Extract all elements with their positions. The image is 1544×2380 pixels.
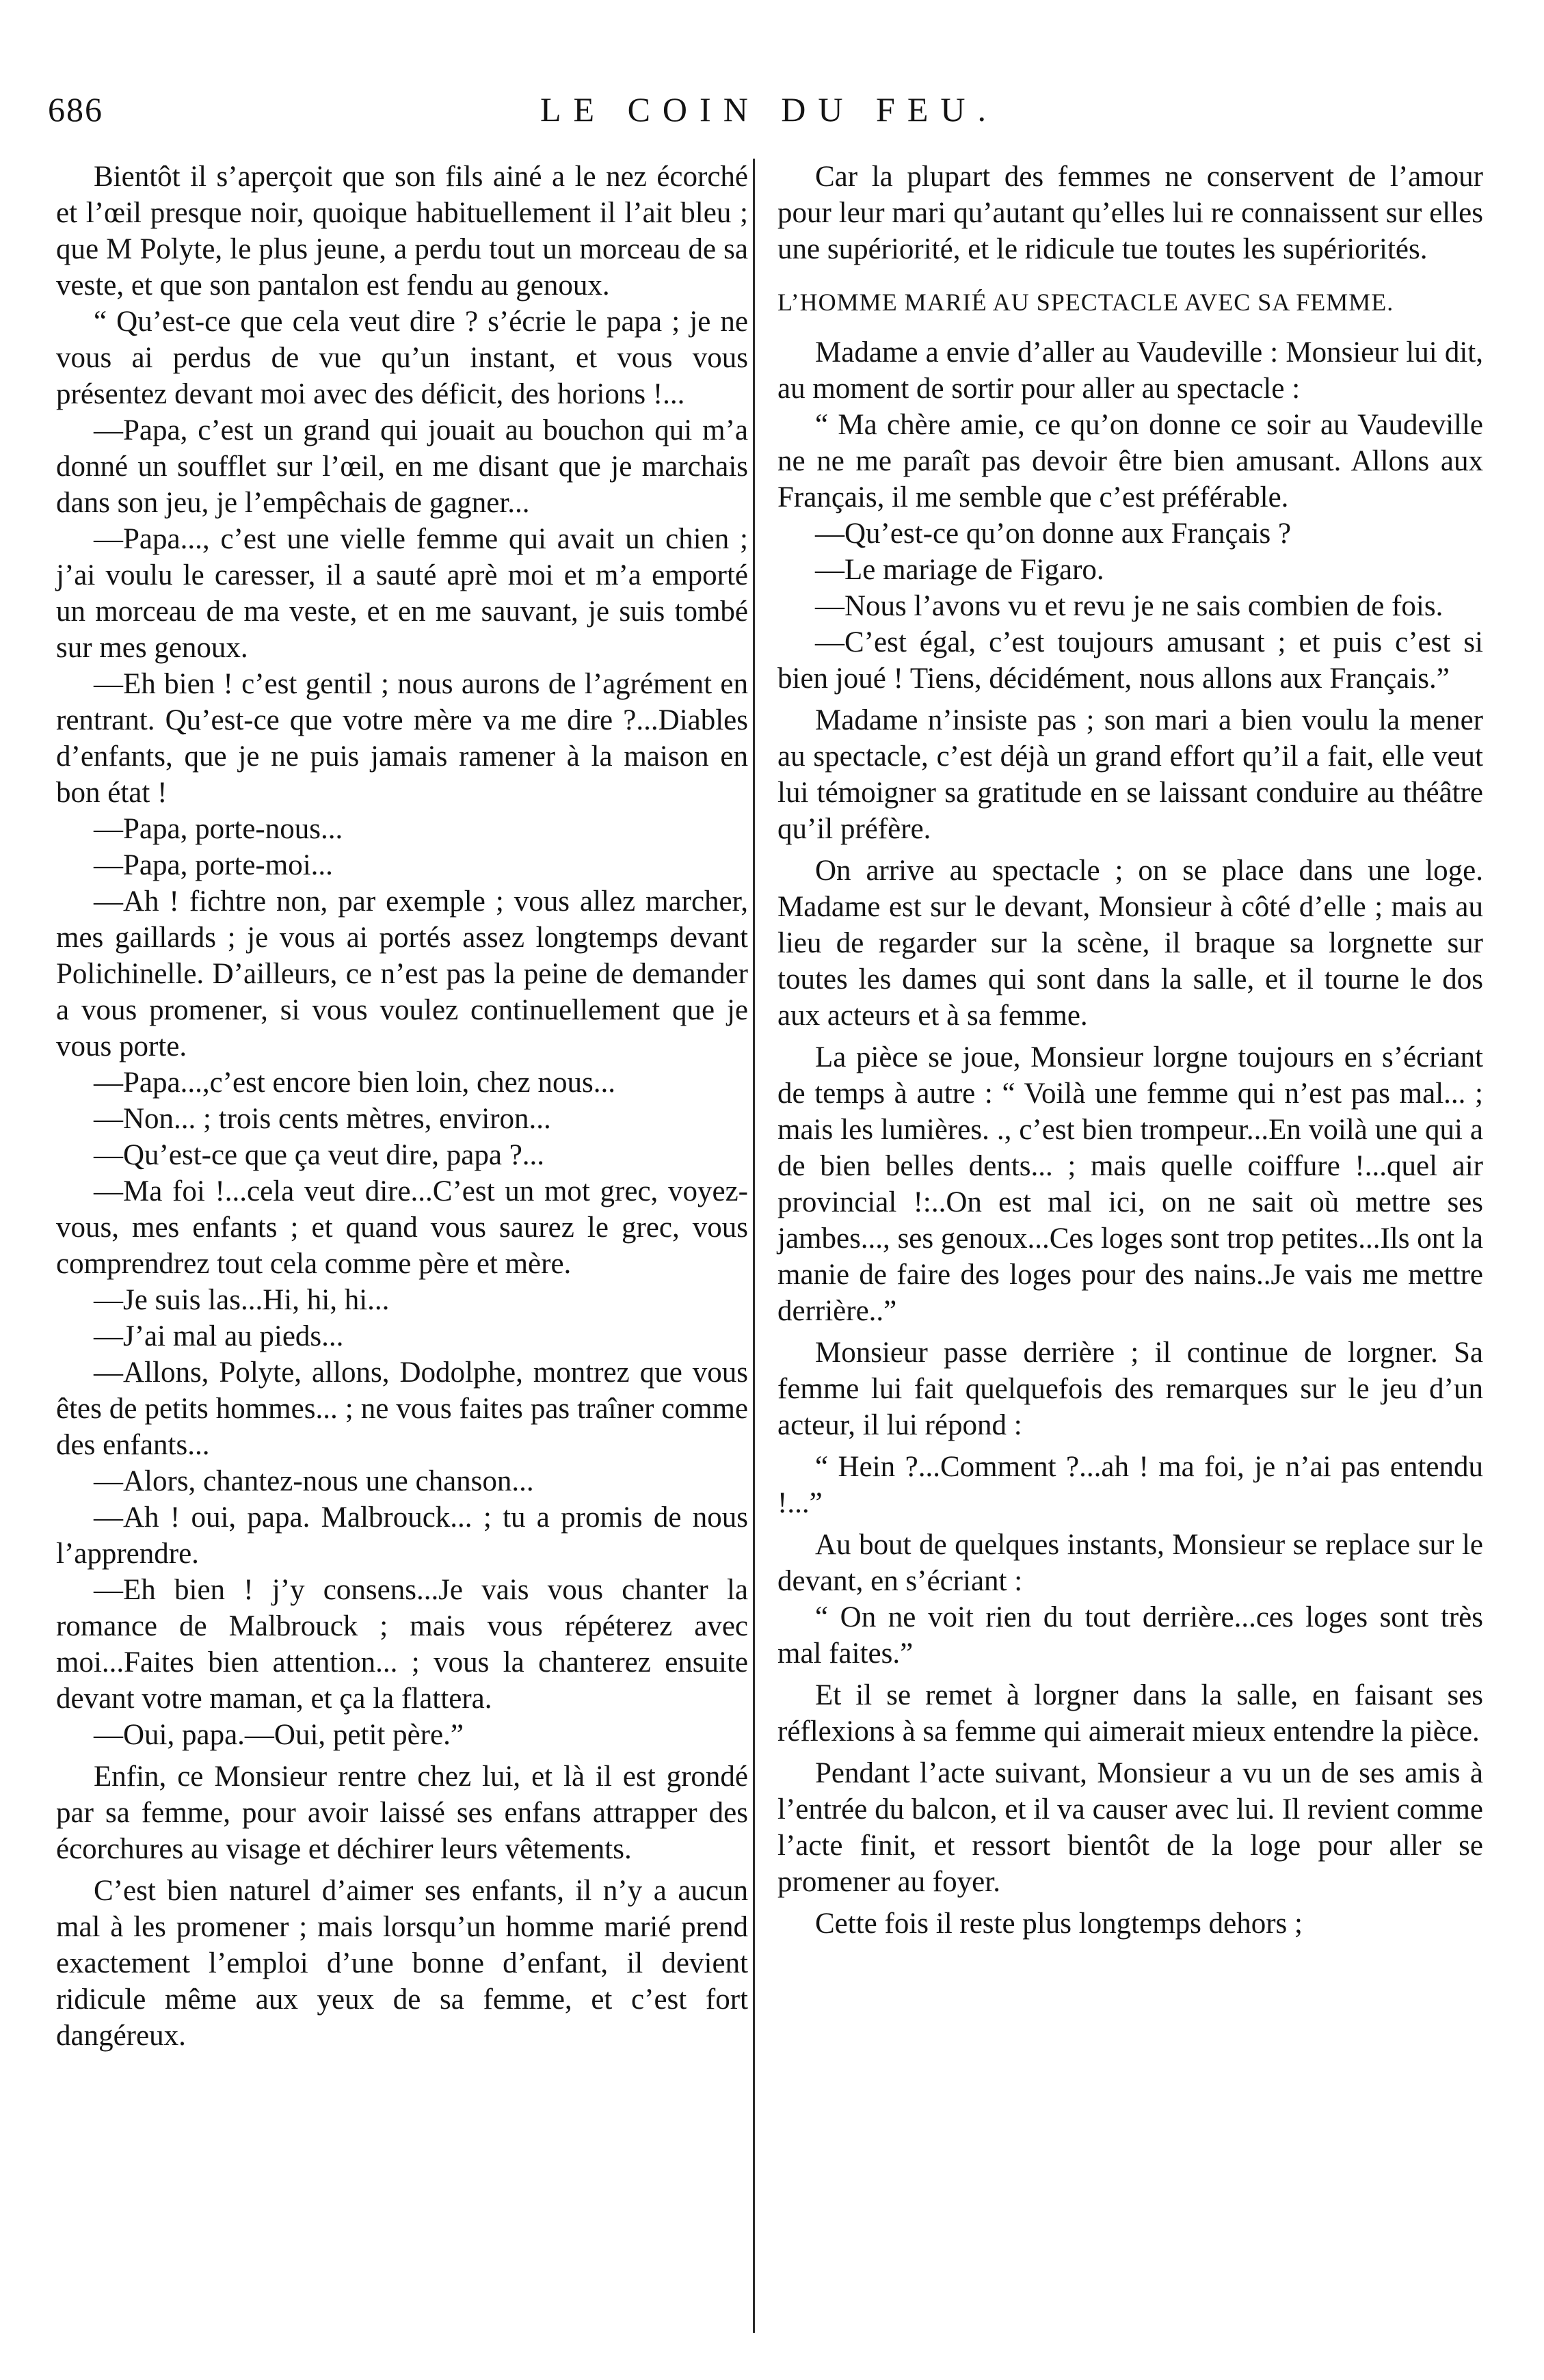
right-paragraph: —C’est égal, c’est toujours amusant ; et puis c’est si bien joué ! Tiens, décidément, nous allons aux Français.” [777, 626, 1483, 695]
left-paragraph: —Qu’est-ce que ça veut dire, papa ?... [94, 1139, 545, 1171]
right-paragraph: “ Hein ?...Comment ?...ah ! ma foi, je n’ai pas entendu !...” [777, 1451, 1483, 1519]
left-paragraph: —Papa, c’est un grand qui jouait au bouchon qui m’a donné un soufflet sur l’œil, en me disant que je marchais dans son jeu, je l’empêchais de gagner... [56, 414, 748, 519]
right-paragraph: —Nous l’avons vu et revu je ne sais combien de fois. [815, 590, 1443, 622]
left-paragraph: —J’ai mal au pieds... [94, 1320, 344, 1352]
right-paragraph: On arrive au spectacle ; on se place dans une loge. Madame est sur le devant, Monsieur à côté d’elle ; mais au lieu de regarder sur la scène, il braque sa lorgnette sur toutes les dames qui sont dans la salle, et il tourne le dos aux acteurs et à sa femme. [777, 855, 1483, 1032]
section-heading: L’HOMME MARIÉ AU SPECTACLE AVEC SA FEMME. [777, 289, 1394, 316]
right-paragraph: Madame a envie d’aller au Vaudeville : Monsieur lui dit, au moment de sortir pour aller au spectacle : [777, 336, 1483, 405]
left-paragraph: C’est bien naturel d’aimer ses enfants, il n’y a aucun mal à les promener ; mais lorsqu’un homme marié prend exactement l’emploi d’une bonne d’enfant, il devient ridicule même aux yeux de sa femme, et c’est fort dangéreux. [56, 1875, 748, 2052]
left-paragraph: —Papa..., c’est une vielle femme qui avait un chien ; j’ai voulu le caresser, il a sauté aprè moi et m’a emporté un morceau de ma veste, et en me sauvant, je suis tombé sur mes genoux. [56, 523, 748, 664]
left-paragraph: —Alors, chantez-nous une chanson... [94, 1465, 534, 1497]
left-paragraph: “ Qu’est-ce que cela veut dire ? s’écrie le papa ; je ne vous ai perdus de vue qu’un instant, et vous vous présentez devant moi avec des déficit, des horions !... [56, 306, 748, 410]
left-paragraph: —Je suis las...Hi, hi, hi... [94, 1284, 390, 1316]
left-paragraph: —Papa...,c’est encore bien loin, chez nous... [94, 1067, 615, 1099]
right-paragraph: Et il se remet à lorgner dans la salle, en faisant ses réflexions à sa femme qui aimerait mieux entendre la pièce. [777, 1679, 1483, 1748]
left-paragraph: Bientôt il s’aperçoit que son fils ainé a le nez écorché et l’œil presque noir, quoique habituellement il l’ait bleu ; que M Polyte, le plus jeune, a perdu tout un morceau de sa veste, et que son pantalon est fendu au genoux. [56, 161, 748, 302]
right-paragraph: —Qu’est-ce qu’on donne aux Français ? [815, 518, 1292, 550]
left-paragraph: —Eh bien ! j’y consens...Je vais vous chanter la romance de Malbrouck ; mais vous répéterez avec moi...Faites bien attention... ; vous la chanterez ensuite devant votre maman, et ça la flattera. [56, 1574, 748, 1715]
left-paragraph: —Eh bien ! c’est gentil ; nous aurons de l’agrément en rentrant. Qu’est-ce que votre mère va me dire ?...Diables d’enfants, que je ne puis jamais ramener à la maison en bon état ! [56, 668, 748, 809]
right-column [777, 159, 1483, 1942]
left-paragraph: Enfin, ce Monsieur rentre chez lui, et là il est grondé par sa femme, pour avoir laissé ses enfans attrapper des écorchures au visage et déchirer leurs vêtements. [56, 1761, 748, 1865]
right-paragraph: Monsieur passe derrière ; il continue de lorgner. Sa femme lui fait quelquefois des remarques sur le jeu d’un acteur, il lui répond : [777, 1337, 1483, 1441]
left-paragraph: —Ah ! oui, papa. Malbrouck... ; tu a promis de nous l’apprendre. [56, 1501, 748, 1570]
right-paragraph: Madame n’insiste pas ; son mari a bien voulu la mener au spectacle, c’est déjà un grand effort qu’il a fait, elle veut lui témoigner sa gratitude en se laissant conduire au théâtre qu’il préfère. [777, 704, 1483, 845]
left-paragraph: —Ah ! fichtre non, par exemple ; vous allez marcher, mes gaillards ; je vous ai portés assez longtemps devant Polichinelle. D’ailleurs, ce n’est pas la peine de demander a vous promener, si vous voulez continuellement que je vous porte. [56, 885, 748, 1062]
column-divider [753, 159, 755, 2333]
right-paragraph: Au bout de quelques instants, Monsieur se replace sur le devant, en s’écriant : [777, 1529, 1483, 1597]
right-paragraph: “ On ne voit rien du tout derrière...ces loges sont très mal faites.” [777, 1601, 1483, 1670]
right-paragraph: Cette fois il reste plus longtemps dehors ; [815, 1908, 1303, 1940]
right-paragraph: —Le mariage de Figaro. [815, 554, 1104, 586]
left-paragraph: —Oui, papa.—Oui, petit père.” [94, 1719, 464, 1751]
left-paragraph: —Papa, porte-nous... [94, 813, 343, 845]
right-paragraph: La pièce se joue, Monsieur lorgne toujours en s’écriant de temps à autre : “ Voilà une femme qui n’est pas mal... ; mais les lumières. ., c’est bien trompeur...En voilà une qui a de bien belles dents... ; mais quelle coiffure !...quel air provincial !:..On est mal ici, on ne sait où mettre ses jambes..., ses genoux...Ces loges sont trop petites...Ils ont la manie de faire des loges pour des nains..Je vais me mettre derrière..” [777, 1041, 1483, 1327]
page-header [48, 85, 1491, 133]
right-intro-paragraph: Car la plupart des femmes ne conservent de l’amour pour leur mari qu’autant qu’elles lui re connaissent sur elles une supériorité, et le ridicule tue toutes les supériorités. [777, 161, 1483, 265]
left-paragraph: —Allons, Polyte, allons, Dodolphe, montrez que vous êtes de petits hommes... ; ne vous faites pas traîner comme des enfants... [56, 1356, 748, 1461]
running-title: LE COIN DU FEU. [540, 90, 998, 129]
left-column [56, 159, 748, 2054]
left-paragraph: —Ma foi !...cela veut dire...C’est un mot grec, voyez-vous, mes enfants ; et quand vous saurez le grec, vous comprendrez tout cela comme père et mère. [56, 1175, 748, 1280]
right-paragraph: Pendant l’acte suivant, Monsieur a vu un de ses amis à l’entrée du balcon, et il va causer avec lui. Il revient comme l’acte finit, et ressort bientôt de la loge pour aller se promener au foyer. [777, 1757, 1483, 1898]
page-number: 686 [48, 90, 103, 129]
right-paragraphs [777, 334, 1483, 1942]
left-paragraph: —Non... ; trois cents mètres, environ... [94, 1103, 551, 1135]
right-paragraph: “ Ma chère amie, ce qu’on donne ce soir au Vaudeville ne ne me paraît pas devoir être bien amusant. Allons aux Français, il me semble que c’est préférable. [777, 409, 1483, 513]
left-paragraph: —Papa, porte-moi... [94, 849, 333, 881]
